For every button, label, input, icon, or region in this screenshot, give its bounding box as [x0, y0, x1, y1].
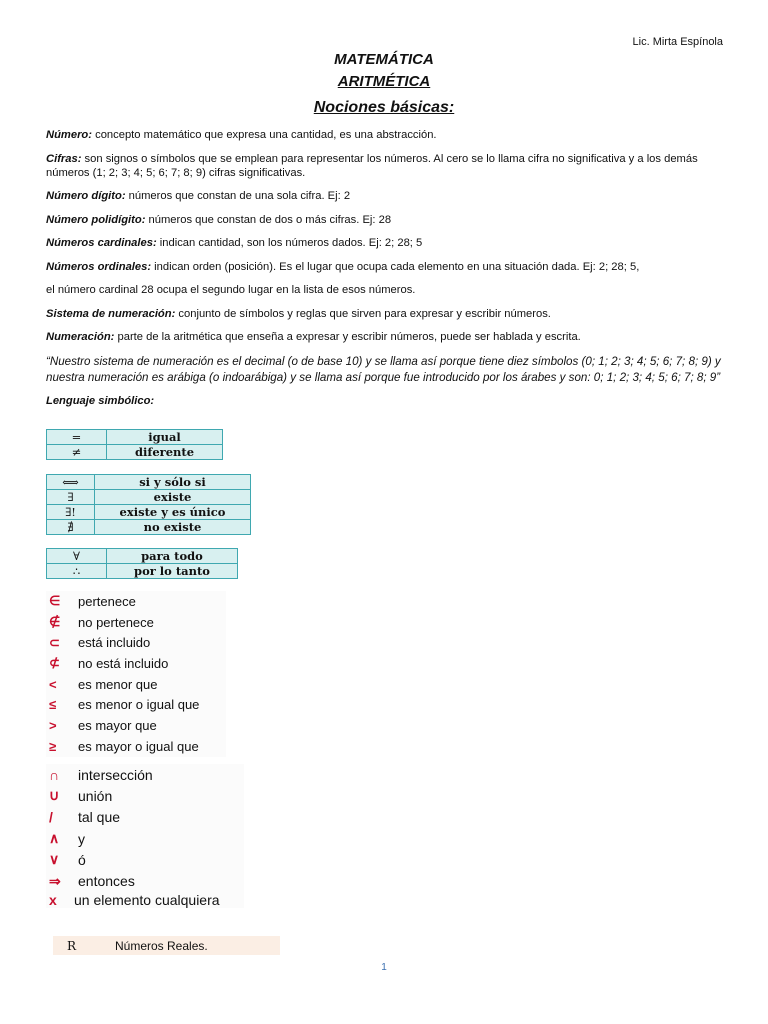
logical-or-icon: ∨ — [49, 851, 60, 868]
symbol-iff: ⟺ — [47, 475, 95, 490]
definition-sistema: Sistema de numeración: conjunto de símbolos y reglas que sirven para expresar y escribir números. — [46, 307, 551, 320]
not-subset-icon: ⊄ — [49, 655, 60, 671]
symbol-table-quantifier — [46, 548, 238, 579]
definition-numeracion: Numeración: parte de la aritmética que enseña a expresar y escribir números, puede ser hablada y escrita. — [46, 331, 581, 343]
ordinal-note: el número cardinal 28 ocupa el segundo lugar en la lista de esos números. — [46, 284, 416, 296]
list-item: x un elemento cualquiera — [46, 892, 244, 908]
less-equal-icon: ≤ — [49, 697, 57, 713]
subset-icon: ⊂ — [49, 634, 60, 650]
definition-numero: Número: concepto matemático que expresa una cantidad, es una abstracción. — [46, 129, 437, 141]
real-numbers-label: Números Reales. — [115, 938, 208, 953]
decimal-system-quote: “Nuestro sistema de numeración es el decimal (o de base 10) y se llama así porque tiene diez símbolos (0; 1; 2; 3; 4; 5; 6; 7; 8; 9) y nuestra numeración es arábiga (o indoarábiga) y se llama así porque fue introducido por los árabes y son: 0; 1; 2; 3; 4; 5; 6; 7; 8; 9” — [46, 354, 721, 384]
list-item: ≥ es mayor o igual que — [46, 736, 226, 757]
doc-title: MATEMÁTICA — [334, 51, 434, 68]
list-item: > es mayor que — [46, 715, 226, 736]
symbol-list-relations — [46, 591, 226, 757]
doc-subtitle: ARITMÉTICA — [337, 73, 431, 90]
symbol-not-exists: ∄ — [47, 520, 95, 535]
definition-cifras: Cifras: son signos o símbolos que se emplean para representar los números. Al cero se lo llama cifra no significativa y a los demás números (1; 2; 3; 4; 5; 6; 7; 8; 9) cifras significativas. — [46, 152, 698, 179]
table-row: ≠ diferente — [47, 445, 223, 460]
list-item: ∪ unión — [46, 785, 244, 806]
element-of-icon: ∈ — [49, 593, 61, 609]
such-that-icon: / — [49, 809, 53, 826]
intersection-icon: ∩ — [49, 766, 60, 783]
symbol-exists-unique: ∃! — [47, 505, 95, 520]
definition-polidigito: Número polidígito: números que constan de dos o más cifras. Ej: 28 — [46, 213, 392, 226]
symbol-for-all: ∀ — [47, 549, 107, 564]
list-item: ∨ ó — [46, 849, 244, 870]
table-row: ∃! existe y es único — [47, 505, 251, 520]
list-item: / tal que — [46, 807, 244, 828]
symbol-list-sets — [46, 764, 244, 908]
symbolic-language-heading: Lenguaje simbólico: — [46, 394, 155, 407]
list-item: ∈ pertenece — [46, 591, 226, 612]
list-item: ∧ y — [46, 828, 244, 849]
symbol-table-equality — [46, 429, 223, 460]
implies-icon: ⇒ — [49, 872, 61, 889]
author-name: Lic. Mirta Espínola — [632, 36, 723, 48]
element-x-icon: x — [49, 891, 57, 908]
real-numbers-row — [53, 936, 280, 955]
page-number: 1 — [381, 962, 387, 973]
list-item: ∩ intersección — [46, 764, 244, 785]
symbol-exists: ∃ — [47, 490, 95, 505]
list-item: ∉ no pertenece — [46, 612, 226, 633]
less-than-icon: < — [49, 676, 57, 692]
table-row: ∄ no existe — [47, 520, 251, 535]
not-element-of-icon: ∉ — [49, 614, 61, 630]
table-row: ⟺ si y sólo si — [47, 475, 251, 490]
definitions-section — [46, 128, 726, 417]
table-row: ∃ existe — [47, 490, 251, 505]
definition-cardinales: Números cardinales: indican cantidad, son los números dados. Ej: 2; 28; 5 — [46, 237, 423, 249]
section-title: Nociones básicas: — [313, 99, 455, 116]
table-row: ∴ por lo tanto — [47, 564, 238, 579]
real-numbers-icon: R — [67, 938, 77, 953]
union-icon: ∪ — [49, 787, 60, 804]
list-item: < es menor que — [46, 674, 226, 695]
list-item: ⊂ está incluido — [46, 632, 226, 653]
symbol-therefore: ∴ — [47, 564, 107, 579]
table-row: = igual — [47, 430, 223, 445]
table-row: ∀ para todo — [47, 549, 238, 564]
list-item: ⊄ no está incluido — [46, 653, 226, 674]
definition-digito: Número dígito: números que constan de una sola cifra. Ej: 2 — [46, 190, 351, 202]
logical-and-icon: ∧ — [49, 830, 60, 847]
list-item: ≤ es menor o igual que — [46, 694, 226, 715]
symbol-table-logic — [46, 474, 251, 535]
definition-ordinales: Números ordinales: indican orden (posición). Es el lugar que ocupa cada elemento en una situación dada. Ej: 2; 28; 5, — [46, 260, 640, 273]
greater-equal-icon: ≥ — [49, 738, 57, 754]
symbol-not-equal: ≠ — [47, 445, 107, 460]
symbol-equal: = — [47, 430, 107, 445]
greater-than-icon: > — [49, 717, 57, 733]
list-item: ⇒ entonces — [46, 870, 244, 891]
